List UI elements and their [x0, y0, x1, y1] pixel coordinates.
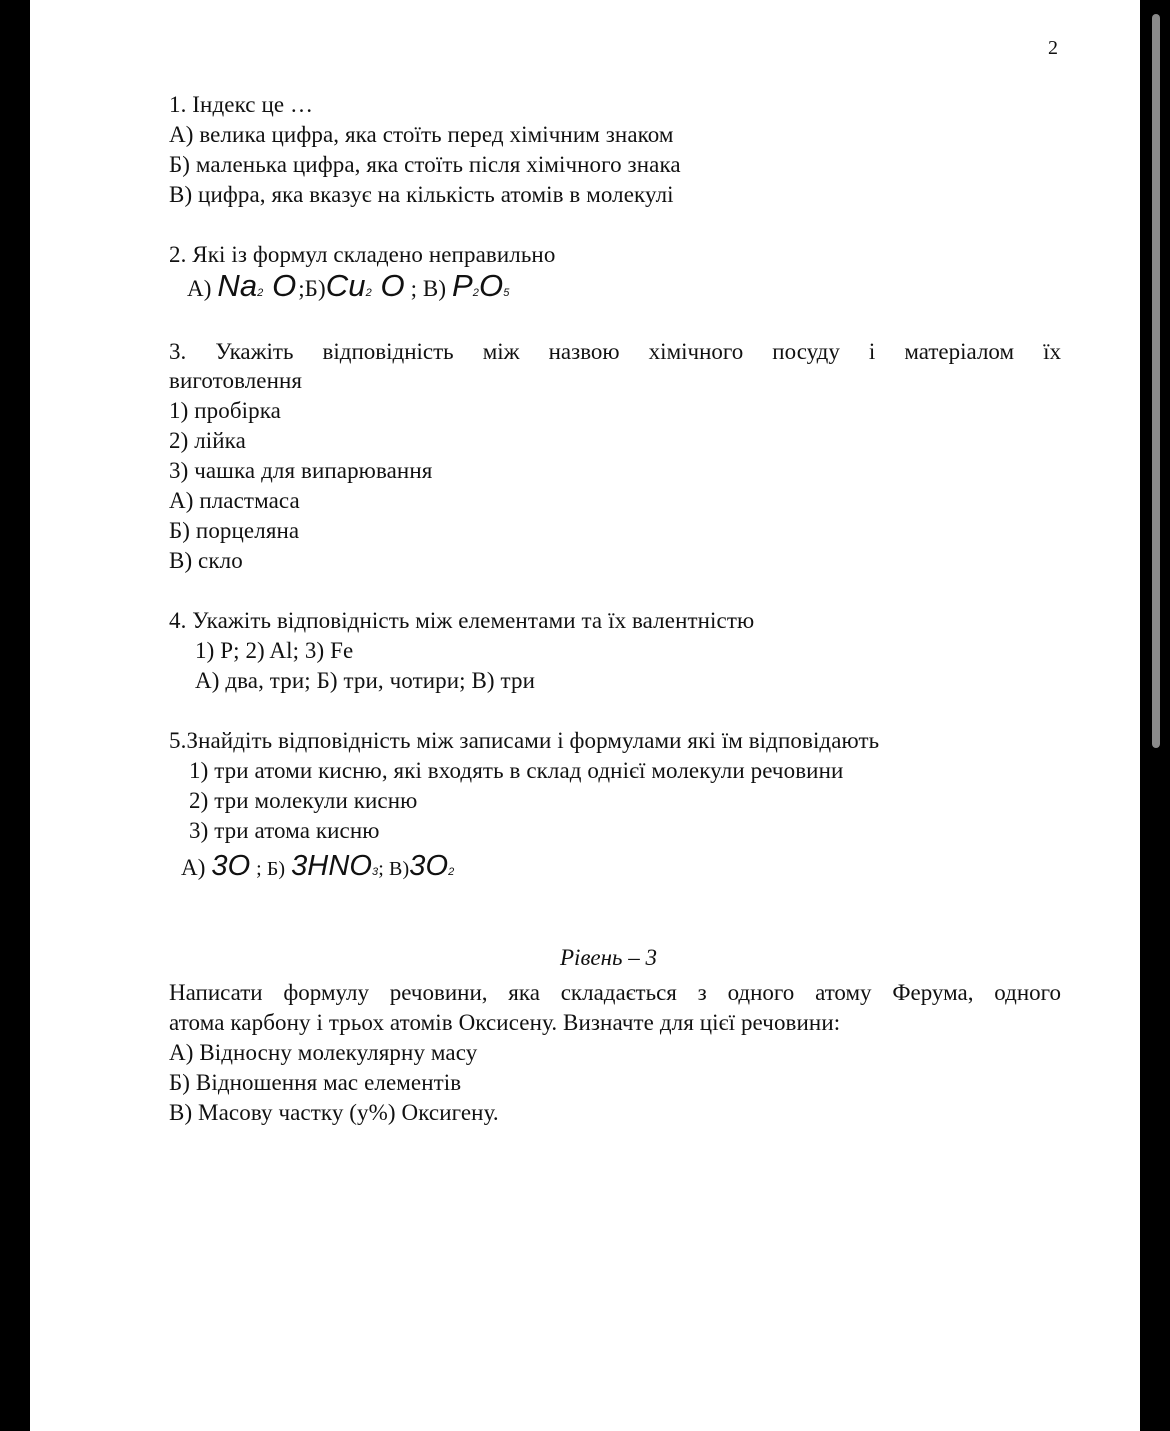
q3-item-2: 2) лійка	[169, 428, 246, 453]
document-page	[30, 0, 1140, 1431]
page-number: 2	[1048, 37, 1058, 59]
q5-item-3: 3) три атома кисню	[189, 818, 380, 843]
level3-task-b: Б) Відношення мас елементів	[169, 1070, 462, 1095]
q5-title: 5.Знайдіть відповідність між записами і формулами які їм відповідають	[169, 728, 880, 753]
q2-formula-3-oxygen-index: 5	[503, 287, 510, 299]
q5-label-c: ; В)	[378, 858, 410, 880]
q5-label-b: ; Б)	[256, 858, 286, 880]
q2-label-b: ;Б)	[298, 276, 326, 301]
q3-item-3: 3) чашка для випарювання	[169, 458, 433, 483]
q1-option-a: А) велика цифра, яка стоїть перед хімічним знаком	[169, 122, 674, 147]
q2-formula-1-index: 2	[257, 287, 264, 299]
q2-formula-line	[187, 268, 510, 307]
q5-formula-3-text: 3O	[409, 850, 449, 882]
q5-formula-1: 3O	[211, 850, 251, 882]
q2-formula-3-element: P	[452, 268, 473, 303]
q5-item-2: 2) три молекули кисню	[189, 788, 418, 813]
q2-label-c: ; В)	[410, 276, 447, 301]
q3-option-a: А) пластмаса	[169, 488, 300, 513]
q3-option-b: Б) порцеляна	[169, 518, 300, 543]
q1-option-c: В) цифра, яка вказує на кількість атомів в молекулі	[169, 182, 674, 207]
q5-formula-3	[409, 850, 454, 882]
q5-item-1: 1) три атоми кисню, які входять в склад однієї молекули речовини	[189, 758, 844, 783]
q2-formula-1-element: Na	[217, 268, 258, 303]
q3-option-c: В) скло	[169, 548, 243, 573]
q1-title: 1. Індекс це …	[169, 92, 314, 117]
q2-formula-2-element: Cu	[325, 268, 366, 303]
q2-title: 2. Які із формул складено неправильно	[169, 242, 556, 267]
q5-formula-2	[291, 850, 378, 882]
q2-formula-2	[326, 268, 405, 303]
q2-formula-3-oxygen: O	[479, 268, 504, 303]
q5-formula-line	[181, 852, 454, 886]
level3-task-c: В) Масову частку (у%) Оксигену.	[169, 1100, 499, 1125]
level-heading: Рівень – 3	[560, 945, 658, 970]
q4-items: 1) P; 2) Al; 3) Fe	[195, 638, 354, 663]
q4-title: 4. Укажіть відповідність між елементами та їх валентністю	[169, 608, 755, 633]
q3-item-1: 1) пробірка	[169, 398, 281, 423]
q4-answers: А) два, три; Б) три, чотири; В) три	[195, 668, 535, 693]
scrollbar[interactable]	[1152, 14, 1160, 748]
q1-option-b: Б) маленька цифра, яка стоїть після хімічного знака	[169, 152, 681, 177]
level3-task-a: А) Відносну молекулярну масу	[169, 1040, 478, 1065]
q5-formula-2-text: 3HNO	[291, 850, 373, 882]
level3-paragraph-line2: атома карбону і трьох атомів Оксисену. Визначте для цієї речовини:	[169, 1010, 841, 1035]
q2-formula-1-oxygen: O	[272, 268, 297, 303]
q3-title-line2: виготовлення	[169, 368, 303, 393]
q5-formula-2-index: 3	[372, 866, 379, 878]
q2-label-a: А)	[187, 276, 212, 301]
q2-formula-3	[452, 268, 509, 303]
q3-title-line1: 3. Укажіть відповідність між назвою хімічного посуду і матеріалом їх	[169, 339, 1061, 364]
q2-formula-3-index: 2	[472, 287, 479, 299]
q5-label-a: А)	[181, 855, 206, 880]
q2-formula-1	[217, 268, 296, 303]
level3-paragraph-line1: Написати формулу речовини, яка складається з одного атому Ферума, одного	[169, 980, 1061, 1005]
q2-formula-2-oxygen: O	[380, 268, 405, 303]
q5-formula-3-index: 2	[448, 866, 455, 878]
q2-formula-2-index: 2	[365, 287, 372, 299]
